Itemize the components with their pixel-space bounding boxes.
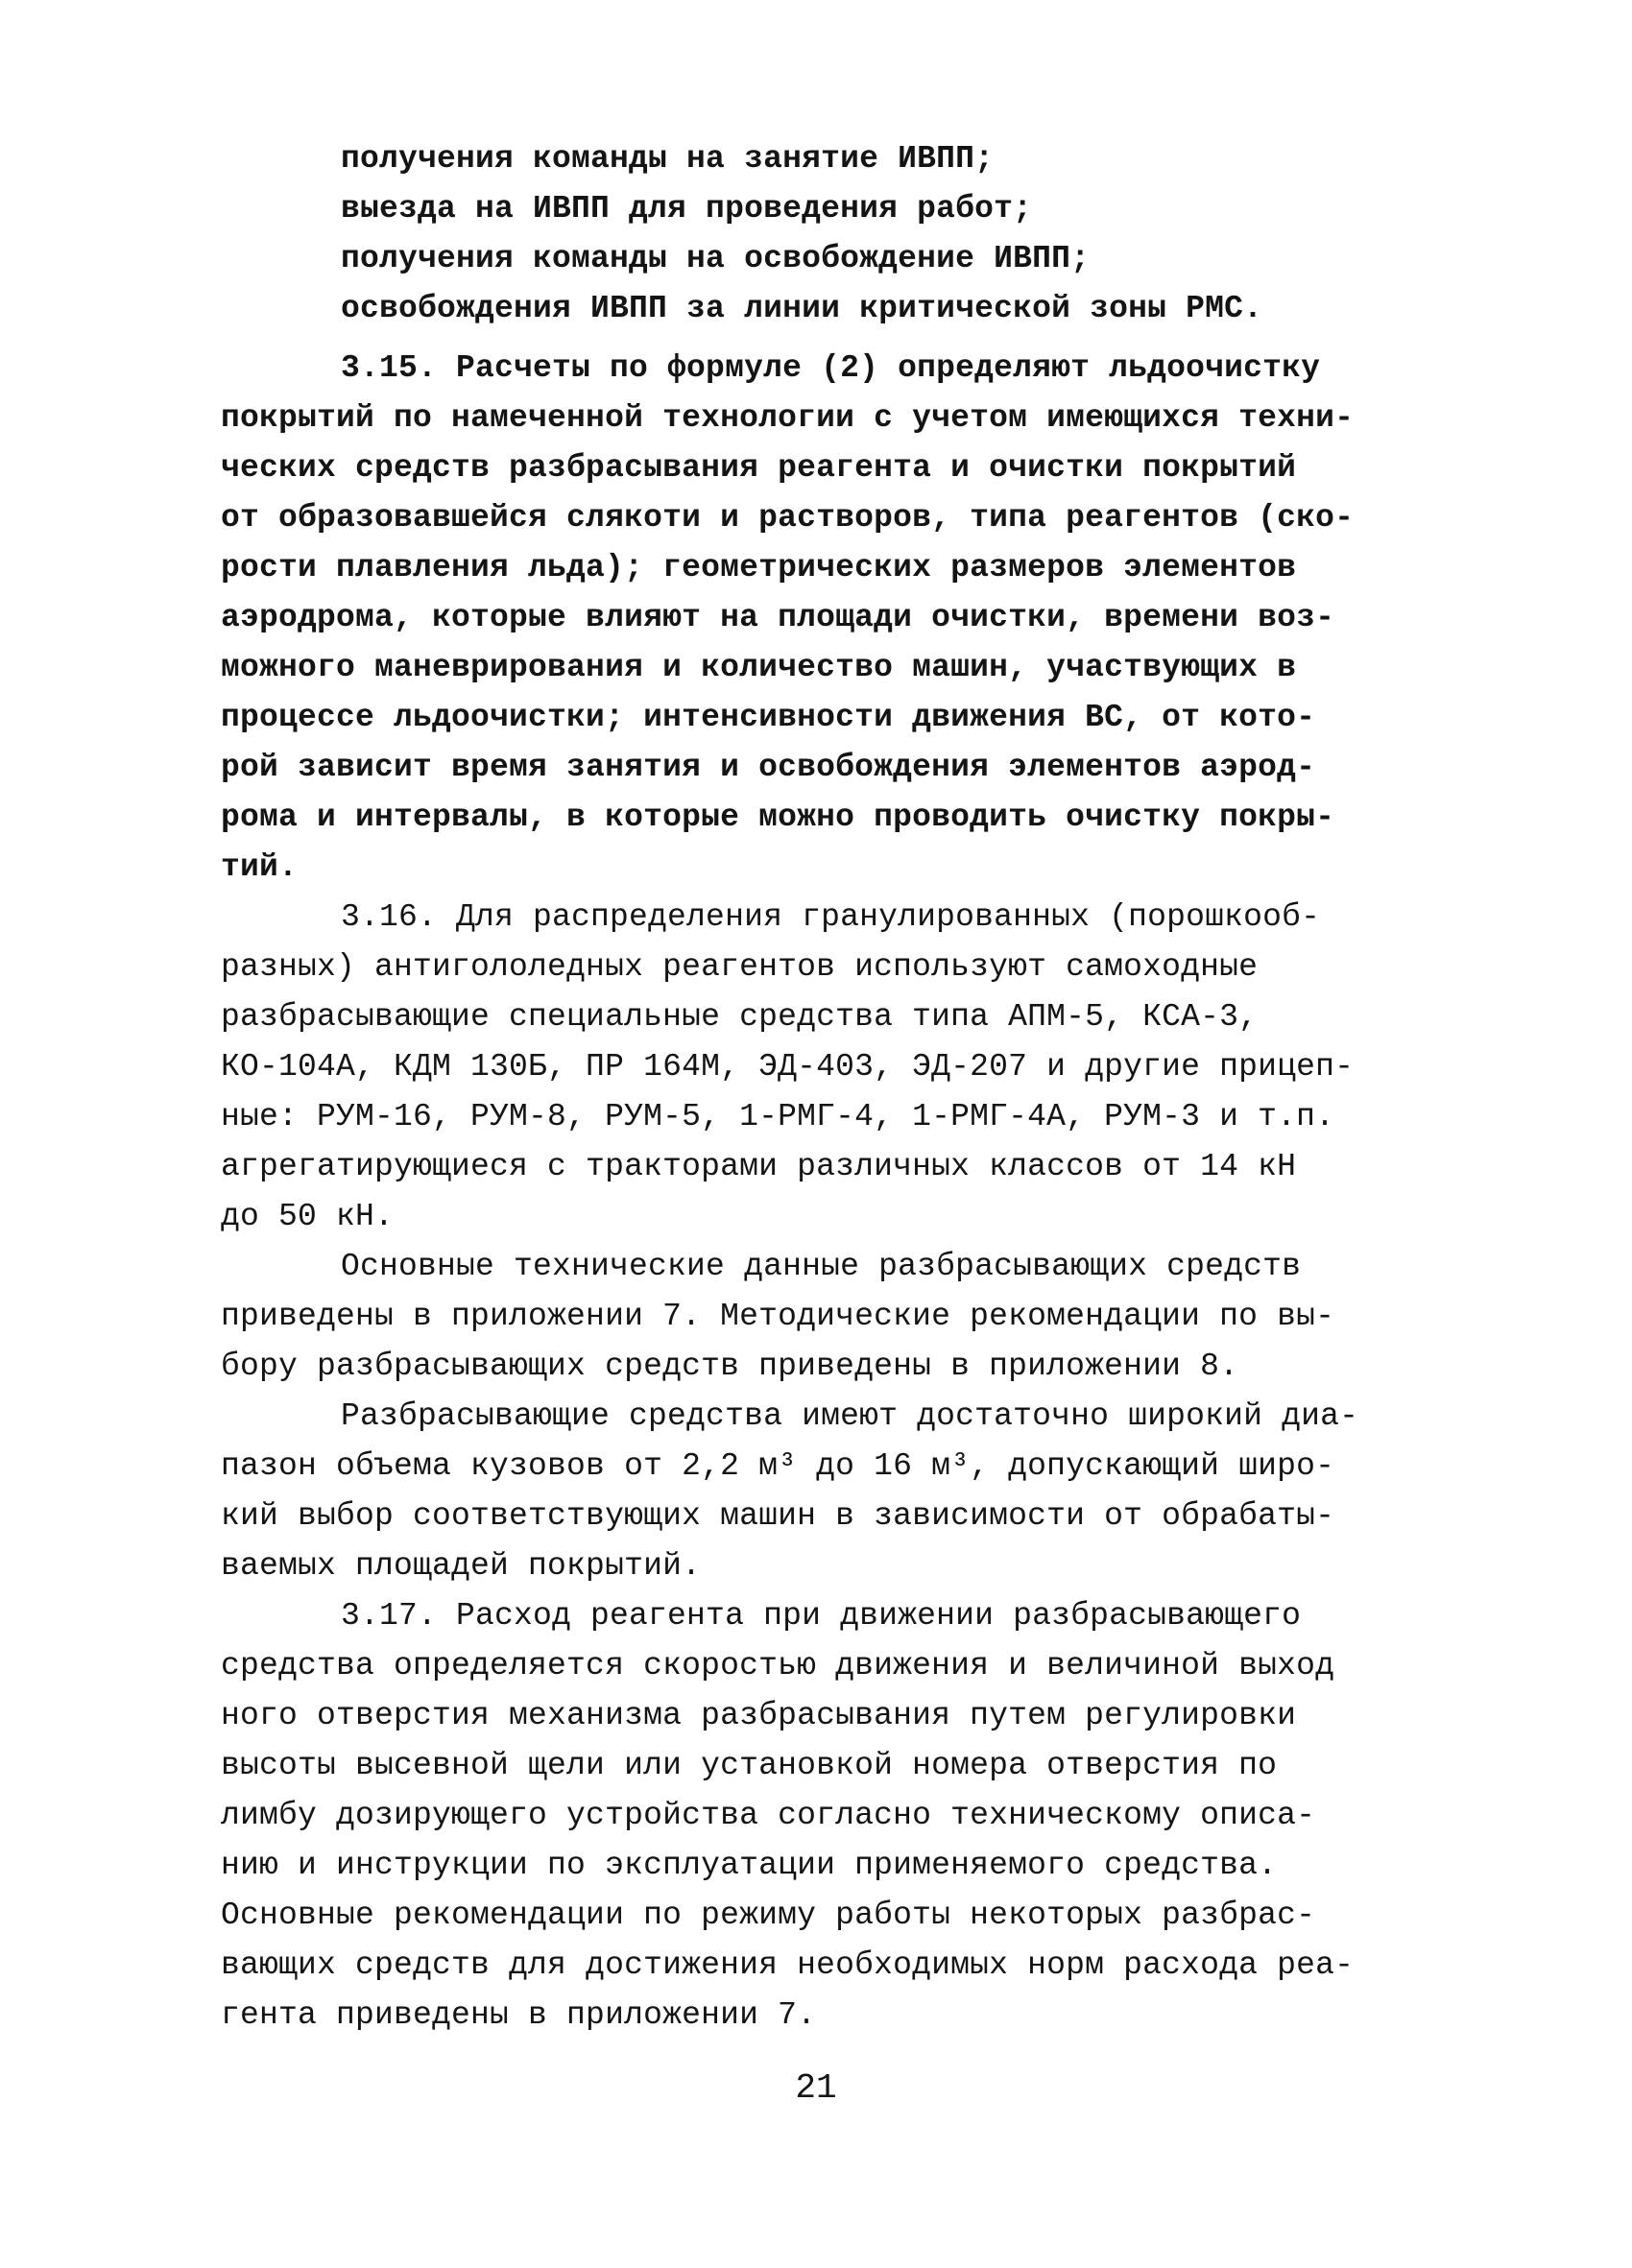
text-line: рости плавления льда); геометрических размеров элементов [221,550,1297,585]
text-line: высоты высевной щели или установкой номера отверстия по [221,1748,1278,1783]
text-line: кий выбор соответствующих машин в зависимости от обрабаты- [221,1498,1335,1534]
text-line: 3.16. Для распределения гранулированных (порошкооб- [341,899,1321,935]
page-number: 21 [795,2068,837,2108]
text-line: можного маневрирования и количество машин, участвующих в [221,650,1297,685]
text-line: бору разбрасывающих средств приведены в приложении 8. [221,1349,1239,1384]
text-line: гента приведены в приложении 7. [221,1997,817,2033]
text-line: рома и интервалы, в которые можно проводить очистку покры- [221,800,1335,835]
text-line: приведены в приложении 7. Методические рекомендации по вы- [221,1299,1335,1334]
text-line: ческих средств разбрасывания реагента и очистки покрытий [221,450,1297,486]
text-line: тий. [221,849,299,885]
text-line: Основные технические данные разбрасывающих средств [341,1249,1302,1284]
document-body [221,134,1411,2041]
text-line: разных) антигололедных реагентов используют самоходные [221,949,1259,985]
text-line: освобождения ИВПП за линии критической зоны РМС. [341,291,1263,326]
text-line: пазон объема кузовов от 2,2 м³ до 16 м³, допускающий широ- [221,1448,1335,1484]
text-line: вающих средств для достижения необходимых норм расхода реа- [221,1947,1355,1983]
text-line: процессе льдоочистки; интенсивности движения ВС, от кото- [221,700,1316,735]
text-line: Разбрасывающие средства имеют достаточно широкий диа- [341,1398,1359,1434]
text-line: нию и инструкции по эксплуатации применяемого средства. [221,1848,1278,1883]
text-line: 3.15. Расчеты по формуле (2) определяют льдоочистку [341,350,1321,386]
text-line: до 50 кН. [221,1199,395,1234]
paragraph-gap [221,334,1411,344]
text-line: агрегатирующиеся с тракторами различных классов от 14 кН [221,1149,1297,1184]
text-line: лимбу дозирующего устройства согласно техническому описа- [221,1798,1316,1833]
text-line: средства определяется скоростью движения и величиной выход [221,1648,1335,1683]
text-line: аэродрома, которые влияют на площади очистки, времени воз- [221,600,1335,635]
text-line: разбрасывающие специальные средства типа АПМ-5, КСА-3, [221,999,1259,1035]
text-line: ваемых площадей покрытий. [221,1548,702,1584]
text-line: получения команды на занятие ИВПП; [341,141,995,177]
text-line: рой зависит время занятия и освобождения элементов аэрод- [221,750,1316,785]
text-line: покрытий по намеченной технологии с учетом имеющихся техни- [221,400,1355,436]
text-line: получения команды на освобождение ИВПП; [341,241,1091,276]
text-line: Основные рекомендации по режиму работы некоторых разбрас- [221,1898,1316,1933]
text-line: ные: РУМ-16, РУМ-8, РУМ-5, 1-РМГ-4, 1-РМГ-4А, РУМ-3 и т.п. [221,1099,1335,1134]
text-line: выезда на ИВПП для проведения работ; [341,191,1033,227]
text-line: КО-104А, КДМ 130Б, ПР 164М, ЭД-403, ЭД-207 и другие прицеп- [221,1049,1355,1085]
text-line: 3.17. Расход реагента при движении разбрасывающего [341,1598,1302,1634]
text-line: от образовавшейся слякоти и растворов, типа реагентов (ско- [221,500,1355,536]
text-line: ного отверстия механизма разбрасывания путем регулировки [221,1698,1297,1733]
